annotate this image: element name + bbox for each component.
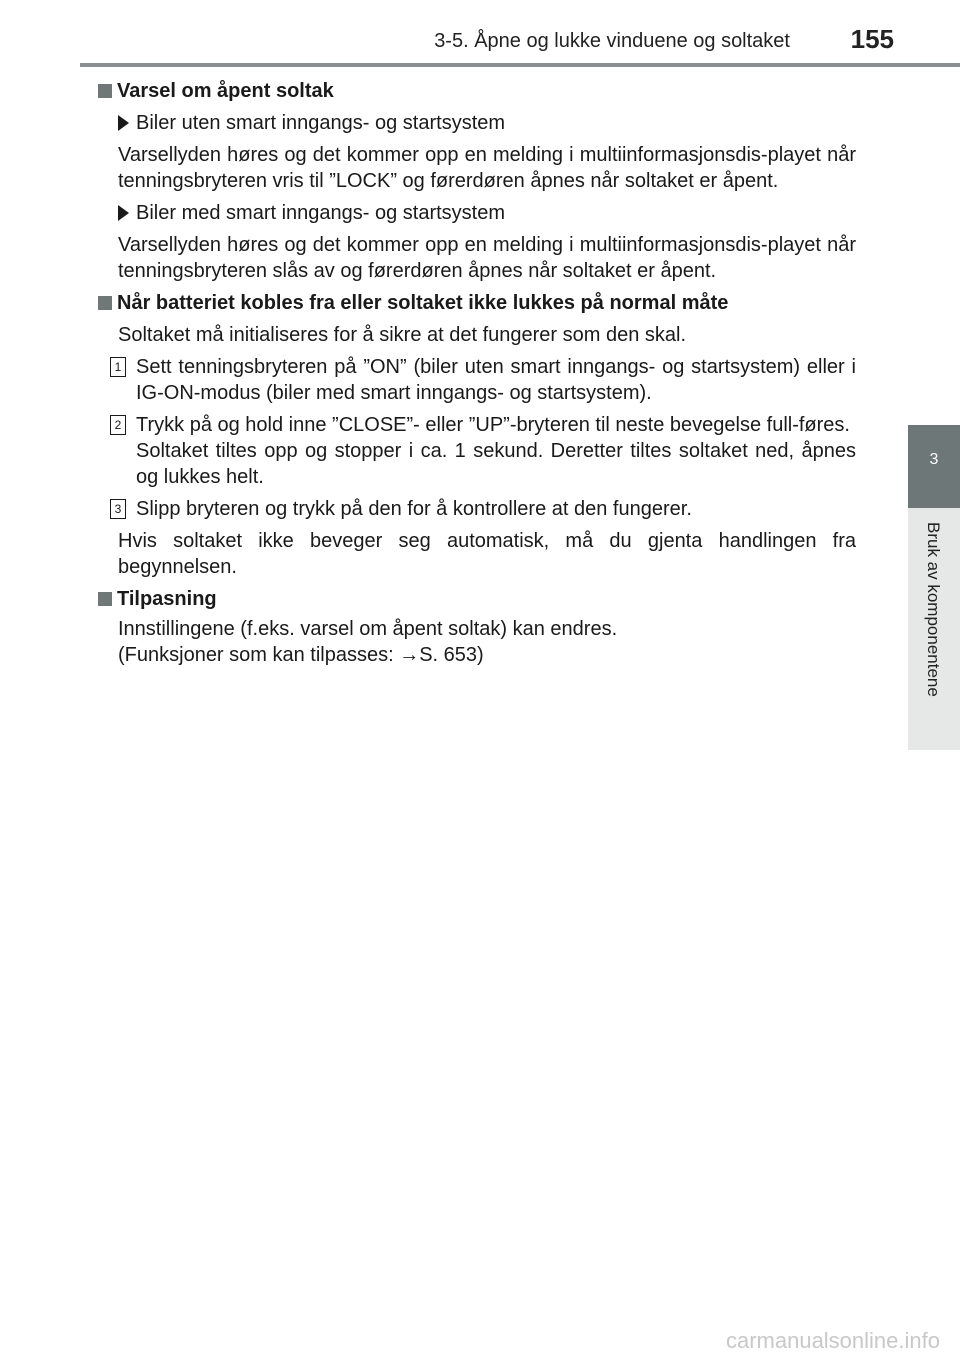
step-number-badge: 2 bbox=[110, 415, 126, 435]
triangle-bullet-icon bbox=[118, 205, 129, 221]
step-1 bbox=[98, 354, 856, 406]
chapter-side-label-text: Bruk av komponentene bbox=[924, 522, 943, 697]
paragraph: Varsellyden høres og det kommer opp en melding i multiinformasjonsdis-playet når tenningsbryteren vris til ”LOCK” og førerdøren åpnes når soltaket er åpent. bbox=[118, 144, 856, 192]
step-text: Sett tenningsbryteren på ”ON” (biler uten smart inngangs- og startsystem) eller i IG-ON-modus (biler med smart inngangs- og startsystem). bbox=[136, 356, 856, 404]
step-number-badge: 1 bbox=[110, 357, 126, 377]
watermark: carmanualsonline.info bbox=[725, 1328, 940, 1353]
triangle-bullet-icon bbox=[118, 115, 129, 131]
step-text: Trykk på og hold inne ”CLOSE”- eller ”UP”-bryteren til neste bevegelse full-føres. bbox=[136, 414, 850, 436]
page-content bbox=[98, 74, 856, 674]
square-bullet-icon bbox=[98, 84, 112, 98]
paragraph: Soltaket må initialiseres for å sikre at det fungerer som den skal. bbox=[118, 324, 687, 346]
chapter-tab bbox=[908, 425, 960, 508]
paragraph: Hvis soltaket ikke beveger seg automatisk, må du gjenta handlingen fra begynnelsen. bbox=[118, 530, 856, 578]
step-number-badge: 3 bbox=[110, 499, 126, 519]
paragraph: Varsellyden høres og det kommer opp en melding i multiinformasjonsdis-playet når tenningsbryteren slås av og førerdøren åpnes når soltaket er åpent. bbox=[118, 234, 856, 282]
section-heading-sunroof-warning bbox=[98, 78, 856, 104]
step-3 bbox=[98, 496, 856, 522]
step-text-detail: Soltaket tiltes opp og stopper i ca. 1 sekund. Deretter tiltes soltaket ned, åpnes og lukkes helt. bbox=[136, 440, 856, 488]
header-divider bbox=[80, 63, 960, 67]
page-header bbox=[80, 0, 960, 64]
page-number: 155 bbox=[850, 24, 894, 54]
paragraph: Innstillingene (f.eks. varsel om åpent soltak) kan endres. bbox=[118, 618, 618, 640]
square-bullet-icon bbox=[98, 592, 112, 606]
section-heading-text: Varsel om åpent soltak bbox=[117, 80, 334, 102]
subheading-with-smart-entry bbox=[98, 200, 856, 226]
chapter-title: 3-5. Åpne og lukke vinduene og soltaket bbox=[434, 30, 790, 52]
section-heading-text: Tilpasning bbox=[117, 588, 217, 610]
section-heading-customization bbox=[98, 586, 856, 612]
section-heading-text: Når batteriet kobles fra eller soltaket ikke lukkes på normal måte bbox=[117, 292, 729, 314]
cross-reference-link[interactable]: (Funksjoner som kan tilpasses: →S. 653) bbox=[118, 644, 484, 666]
subheading-without-smart-entry bbox=[98, 110, 856, 136]
step-text: Slipp bryteren og trykk på den for å kontrollere at den fungerer. bbox=[136, 498, 692, 520]
subheading-text: Biler med smart inngangs- og startsystem bbox=[136, 202, 506, 224]
square-bullet-icon bbox=[98, 296, 112, 310]
chapter-side-label bbox=[908, 508, 960, 750]
chapter-tab-number: 3 bbox=[929, 451, 939, 468]
step-2 bbox=[98, 412, 856, 490]
section-heading-initialization bbox=[98, 290, 856, 316]
subheading-text: Biler uten smart inngangs- og startsystem bbox=[136, 112, 506, 134]
